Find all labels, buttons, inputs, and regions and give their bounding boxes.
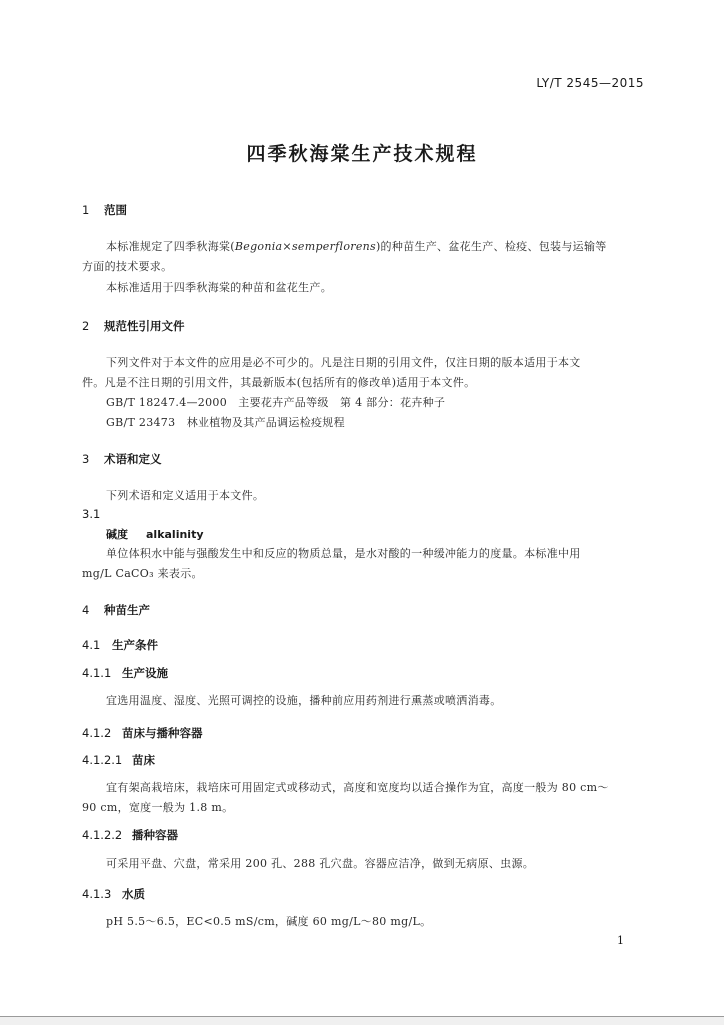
section-2-paragraph-1-line-2: 件。凡是不注日期的引用文件，其最新版本(包括所有的修改单)适用于本文件。 bbox=[82, 376, 476, 389]
subsection-4-1-2-2-paragraph: 可采用平盘、穴盘，常采用 200 孔、288 孔穴盘。容器应洁净，做到无病原、虫源。 bbox=[106, 857, 535, 870]
subsection-4-1-2-heading bbox=[82, 725, 203, 741]
reference-2: GB/T 23473 林业植物及其产品调运检疫规程 bbox=[106, 416, 345, 429]
italic-latin-name: Begonia bbox=[234, 240, 283, 253]
subsection-title: 生产条件 bbox=[112, 638, 158, 652]
subsection-4-1-3-paragraph: pH 5.5～6.5，EC<0.5 mS/cm，碱度 60 mg/L～80 mg/L。 bbox=[106, 915, 432, 928]
section-1-heading bbox=[82, 202, 127, 218]
text-run: × bbox=[282, 240, 292, 253]
text-run: )的种苗生产、盆花生产、检疫、包装与运输等 bbox=[375, 240, 607, 253]
subsection-number: 4.1.2.1 bbox=[82, 753, 123, 767]
subsection-number: 4.1.2.2 bbox=[82, 828, 123, 842]
section-number: 1 bbox=[82, 203, 90, 217]
subsection-number: 4.1.1 bbox=[82, 666, 112, 680]
subsection-4-1-1-paragraph: 宜选用温度、湿度、光照可调控的设施，播种前应用药剂进行熏蒸或喷洒消毒。 bbox=[106, 694, 502, 707]
subsection-title: 苗床 bbox=[132, 753, 155, 767]
subsection-title: 生产设施 bbox=[122, 666, 168, 680]
section-3-paragraph-1: 下列术语和定义适用于本文件。 bbox=[106, 489, 265, 502]
subsection-title: 苗床与播种容器 bbox=[122, 726, 203, 740]
section-title: 术语和定义 bbox=[104, 452, 162, 466]
section-title: 规范性引用文件 bbox=[104, 319, 185, 333]
section-2-paragraph-1: 下列文件对于本文件的应用是必不可少的。凡是注日期的引用文件，仅注日期的版本适用于本文 bbox=[106, 356, 581, 369]
section-1-paragraph-2: 本标准适用于四季秋海棠的种苗和盆花生产。 bbox=[106, 281, 332, 294]
section-number: 3 bbox=[82, 452, 90, 466]
page-number: 1 bbox=[617, 934, 624, 947]
subsection-4-1-heading bbox=[82, 637, 158, 653]
subsection-4-1-1-heading bbox=[82, 665, 168, 681]
section-2-heading bbox=[82, 318, 185, 334]
section-number: 4 bbox=[82, 603, 90, 617]
subsection-number: 4.1 bbox=[82, 638, 101, 652]
subsection-4-1-2-1-paragraph-line-2: 90 cm，宽度一般为 1.8 m。 bbox=[82, 801, 234, 814]
subsection-number: 4.1.2 bbox=[82, 726, 112, 740]
subsection-number: 4.1.3 bbox=[82, 887, 112, 901]
term-definition: 单位体积水中能与强酸发生中和反应的物质总量，是水对酸的一种缓冲能力的度量。本标准中用 bbox=[106, 547, 581, 560]
section-1-paragraph-1 bbox=[106, 238, 607, 254]
subsection-title: 水质 bbox=[122, 887, 145, 901]
reference-1: GB/T 18247.4—2000 主要花卉产品等级 第 4 部分：花卉种子 bbox=[106, 396, 446, 409]
term-definition-line-2: mg/L CaCO₃ 来表示。 bbox=[82, 567, 203, 580]
subsection-4-1-2-2-heading bbox=[82, 827, 178, 843]
section-4-heading bbox=[82, 602, 150, 618]
section-title: 范围 bbox=[104, 203, 127, 217]
italic-latin-name: semperflorens bbox=[291, 240, 376, 253]
term-entry bbox=[106, 526, 204, 542]
section-3-heading bbox=[82, 451, 162, 467]
subsection-4-1-3-heading bbox=[82, 886, 145, 902]
term-chinese: 碱度 bbox=[106, 528, 128, 541]
subsection-4-1-2-1-heading bbox=[82, 752, 155, 768]
subsection-title: 播种容器 bbox=[132, 828, 178, 842]
subsection-4-1-2-1-paragraph: 宜有架高栽培床，栽培床可用固定式或移动式，高度和宽度均以适合操作为宜，高度一般为 80 cm～ bbox=[106, 781, 609, 794]
term-english: alkalinity bbox=[146, 528, 204, 541]
term-number: 3.1 bbox=[82, 507, 101, 521]
text-run: 本标准规定了四季秋海棠( bbox=[106, 240, 235, 253]
document-title: 四季秋海棠生产技术规程 bbox=[246, 143, 478, 165]
section-1-paragraph-1-line-2: 方面的技术要求。 bbox=[82, 260, 173, 273]
standard-id: LY/T 2545—2015 bbox=[536, 76, 644, 90]
section-number: 2 bbox=[82, 319, 90, 333]
section-title: 种苗生产 bbox=[104, 603, 150, 617]
